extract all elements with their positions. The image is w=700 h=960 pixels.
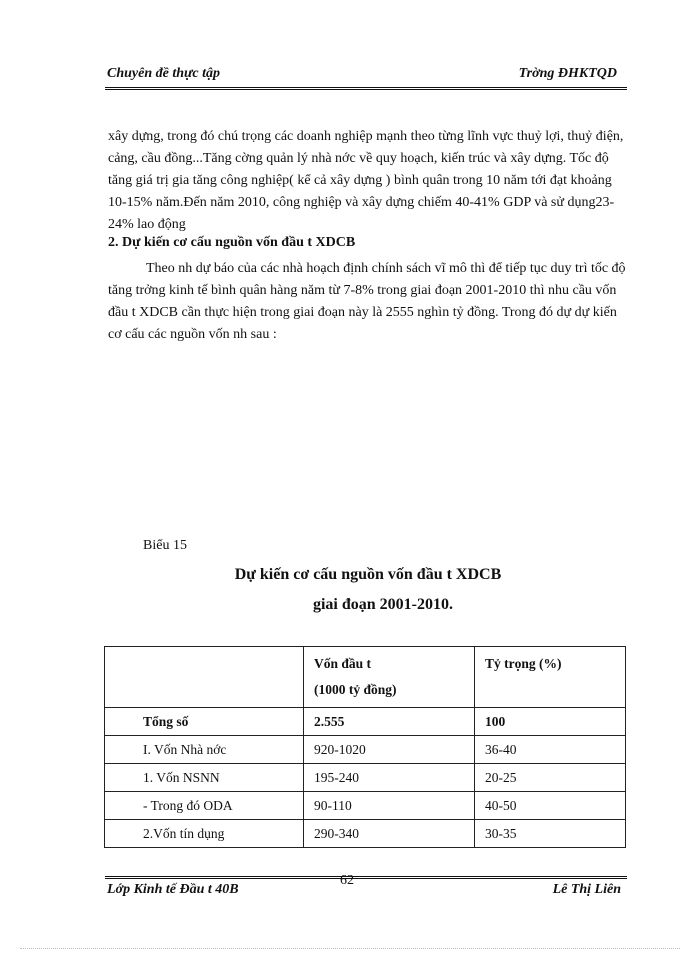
header-right-text: Trờng ĐHKTQD bbox=[518, 66, 617, 81]
header-left-text: Chuyên đề thực tập bbox=[107, 66, 221, 81]
page-bottom-divider bbox=[20, 948, 680, 949]
row-share: 36-40 bbox=[475, 736, 626, 764]
section-heading: 2. Dự kiến cơ cấu nguồn vốn đầu t XDCB bbox=[108, 235, 356, 250]
row-label: I. Vốn Nhà nớc bbox=[105, 736, 304, 764]
header-cell-share bbox=[475, 647, 626, 708]
row-share: 100 bbox=[475, 708, 626, 736]
row-capital: 195-240 bbox=[304, 764, 475, 792]
header-capital-line1: Vốn đầu t bbox=[314, 656, 372, 671]
body-paragraph-1: xây dựng, trong đó chú trọng các doanh nghiệp mạnh theo từng lĩnh vực thuỷ lợi, thuỷ điện, cảng, cầu đồng...Tăng cờng quản lý nhà nớc về quy hoạch, kiến trúc và xây dựng. Tốc độ tăng giá trị gia tăng công nghiệp( kể cả xây dựng ) bình quân trong 10 năm tới đạt khoảng 10-15% năm.Đến năm 2010, công nghiệp và xây dựng chiếm 40-41% GDP và sử dụng23-24% lao động bbox=[108, 129, 624, 232]
table-title-line-1: Dự kiến cơ cấu nguồn vốn đầu t XDCB bbox=[234, 566, 502, 583]
table-row bbox=[105, 820, 626, 848]
table-header-row bbox=[105, 647, 626, 708]
row-share: 40-50 bbox=[475, 792, 626, 820]
row-label: Tổng số bbox=[105, 708, 304, 736]
row-label: - Trong đó ODA bbox=[105, 792, 304, 820]
capital-structure-table bbox=[104, 646, 626, 848]
page-footer bbox=[107, 882, 627, 904]
footer-right-text: Lê Thị Liên bbox=[552, 882, 621, 897]
row-capital: 920-1020 bbox=[304, 736, 475, 764]
table-row bbox=[105, 708, 626, 736]
header-cell-capital bbox=[304, 647, 475, 708]
footer-rule bbox=[105, 876, 627, 879]
header-share-text: Tỷ trọng (%) bbox=[485, 656, 562, 671]
row-share: 20-25 bbox=[475, 764, 626, 792]
table-row bbox=[105, 764, 626, 792]
row-label: 1. Vốn NSNN bbox=[105, 764, 304, 792]
footer-left-text: Lớp Kinh tế Đầu t 40B bbox=[107, 882, 239, 897]
header-cell-empty bbox=[105, 647, 304, 708]
table-label: Biểu 15 bbox=[143, 538, 187, 553]
row-capital: 90-110 bbox=[304, 792, 475, 820]
table-row bbox=[105, 736, 626, 764]
row-capital: 2.555 bbox=[304, 708, 475, 736]
page-header bbox=[107, 66, 627, 88]
page-number: 62 bbox=[340, 873, 354, 888]
table-title-line-2: giai đoạn 2001-2010. bbox=[312, 596, 453, 613]
header-rule bbox=[105, 87, 627, 90]
body-paragraph-2: Theo nh dự báo của các nhà hoạch định chính sách vĩ mô thì để tiếp tục duy trì tốc độ tăng trởng kinh tế bình quân hàng năm từ 7-8% trong giai đoạn 2001-2010 thì nhu cầu vốn đầu t XDCB cần thực hiện trong giai đoạn này là 2555 nghìn tỷ đồng. Trong đó dự dự kiến cơ cấu các nguồn vốn nh sau : bbox=[108, 261, 626, 342]
header-capital-line2: (1000 tỷ đồng) bbox=[314, 682, 397, 697]
row-label: 2.Vốn tín dụng bbox=[105, 820, 304, 848]
row-capital: 290-340 bbox=[304, 820, 475, 848]
row-share: 30-35 bbox=[475, 820, 626, 848]
table-row bbox=[105, 792, 626, 820]
